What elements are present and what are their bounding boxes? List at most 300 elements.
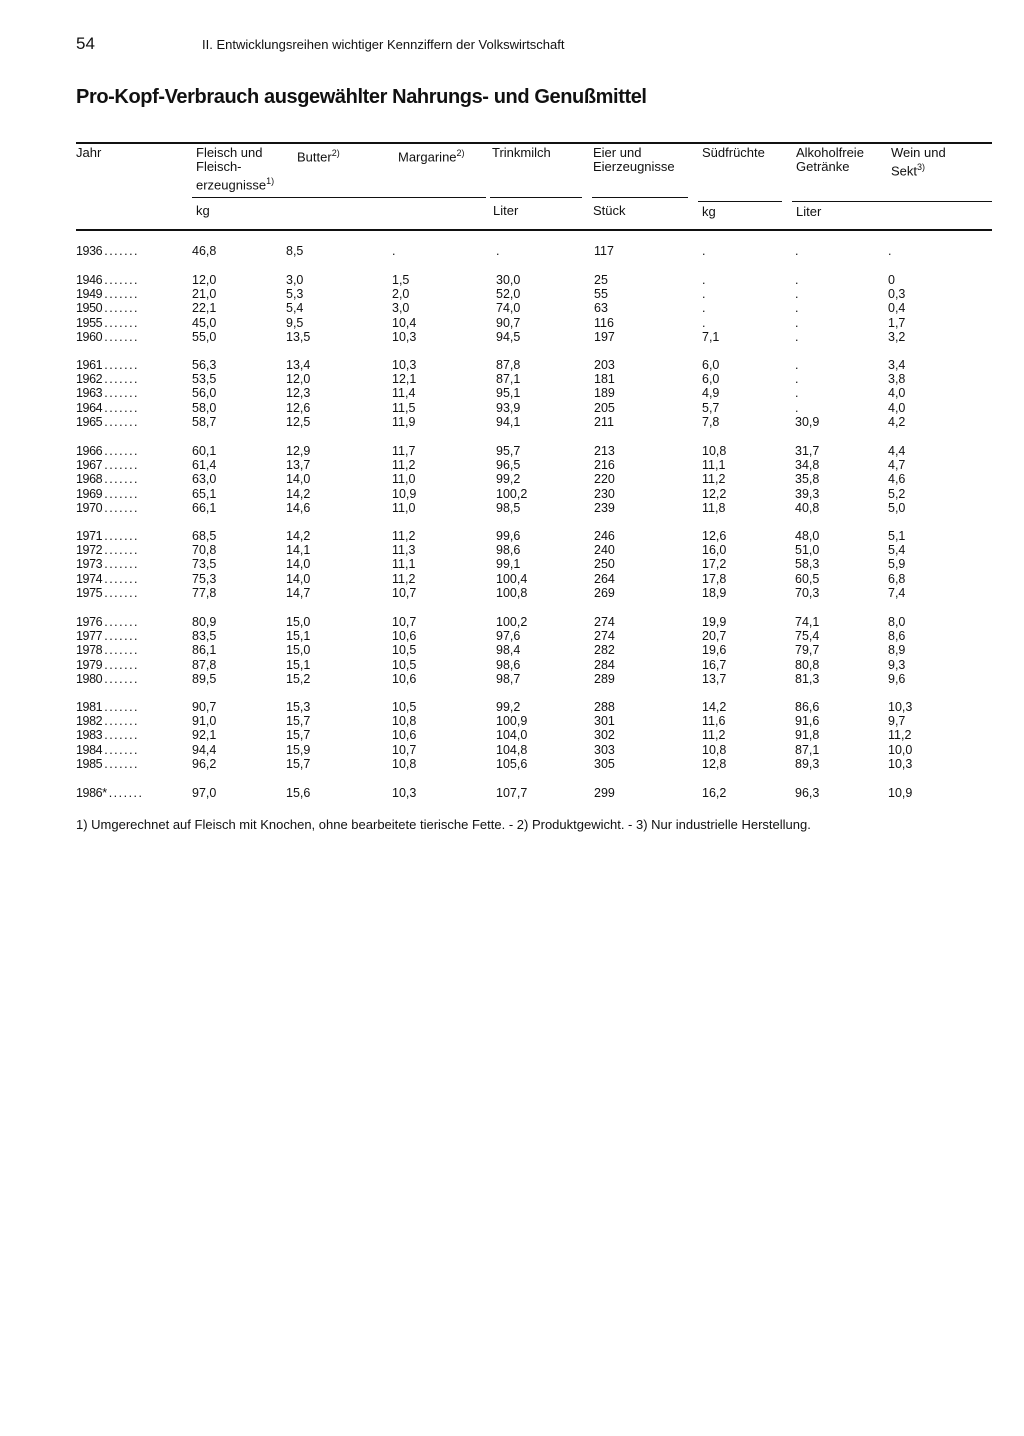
cell-meat: 58,7 (192, 414, 217, 429)
cell-margarine: 10,6 (392, 671, 417, 686)
cell-year (76, 615, 139, 629)
cell-margarine: 10,5 (392, 700, 417, 714)
cell-softdrinks: 91,6 (795, 714, 820, 729)
table-row (0, 672, 1024, 686)
leader-dots: ....... (104, 287, 140, 302)
cell-meat: 45,0 (192, 315, 217, 330)
cell-meat: 89,5 (192, 671, 217, 686)
cell-meat: 96,2 (192, 756, 217, 771)
cell-fruit: 11,2 (702, 728, 726, 743)
cell-wine: 10,9 (888, 786, 913, 800)
cell-butter: 15,0 (286, 643, 311, 658)
cell-eggs: 274 (594, 615, 615, 629)
unit-piece: Stück (593, 203, 626, 218)
cell-eggs: 269 (594, 585, 615, 600)
cell-wine: 8,9 (888, 643, 906, 658)
cell-margarine: 10,5 (392, 643, 417, 658)
cell-wine: 3,8 (888, 372, 906, 387)
cell-wine: 0,4 (888, 301, 906, 316)
cell-fruit: . (702, 287, 706, 302)
cell-meat: 56,3 (192, 358, 217, 372)
table-row (0, 501, 1024, 515)
cell-fruit: 16,2 (702, 786, 727, 800)
cell-softdrinks: 89,3 (795, 756, 820, 771)
leader-dots: ....... (108, 786, 144, 800)
year-label: 1967 (76, 458, 103, 473)
leader-dots: ....... (104, 301, 140, 316)
year-label: 1969 (76, 486, 103, 501)
cell-butter: 12,0 (286, 372, 311, 387)
cell-wine: 1,7 (888, 315, 906, 330)
header-meat-label: Fleisch und Fleisch-erzeugnisse (196, 145, 267, 193)
year-label: 1980 (76, 671, 103, 686)
cell-butter: 15,7 (286, 756, 311, 771)
table-row (0, 586, 1024, 600)
year-label: 1983 (76, 728, 103, 743)
cell-milk: 87,8 (496, 358, 521, 372)
cell-wine: 3,4 (888, 358, 906, 372)
cell-year (76, 287, 139, 301)
cell-meat: 80,9 (192, 615, 217, 629)
cell-meat: 91,0 (192, 714, 217, 729)
cell-year (76, 401, 139, 415)
cell-meat: 73,5 (192, 557, 217, 572)
unit-kg-2: kg (702, 204, 716, 219)
table-row (0, 458, 1024, 472)
leader-dots: ....... (104, 372, 140, 387)
cell-year (76, 273, 139, 287)
cell-eggs: 203 (594, 358, 615, 372)
cell-eggs: 246 (594, 529, 615, 543)
cell-meat: 65,1 (192, 486, 217, 501)
leader-dots: ....... (104, 742, 140, 757)
cell-wine: 10,3 (888, 756, 913, 771)
cell-fruit: 12,6 (702, 529, 727, 543)
table-row (0, 643, 1024, 657)
cell-fruit: 19,9 (702, 615, 727, 629)
cell-softdrinks: . (795, 358, 799, 372)
cell-fruit: . (702, 315, 706, 330)
table-row (0, 386, 1024, 400)
cell-meat: 58,0 (192, 400, 217, 415)
leader-dots: ....... (104, 414, 140, 429)
cell-wine: 5,4 (888, 543, 906, 558)
header-wine (891, 146, 959, 178)
table-row (0, 472, 1024, 486)
year-label: 1961 (76, 358, 103, 372)
cell-eggs: 216 (594, 458, 615, 473)
leader-dots: ....... (104, 400, 140, 415)
cell-margarine: 10,6 (392, 728, 417, 743)
cell-fruit: 17,8 (702, 571, 727, 586)
year-label: 1950 (76, 301, 103, 316)
leader-dots: ....... (104, 273, 140, 287)
cell-milk: 52,0 (496, 287, 521, 302)
cell-meat: 66,1 (192, 500, 217, 515)
cell-meat: 94,4 (192, 742, 217, 757)
cell-softdrinks: 40,8 (795, 500, 820, 515)
cell-milk: 99,6 (496, 529, 521, 543)
header-milk: Trinkmilch (492, 145, 551, 160)
cell-butter: 15,0 (286, 615, 311, 629)
header-margarine-footnote: 2) (456, 148, 465, 158)
cell-year (76, 728, 139, 742)
cell-margarine: 11,0 (392, 472, 416, 487)
cell-fruit: 18,9 (702, 585, 727, 600)
table-row (0, 572, 1024, 586)
cell-butter: 12,9 (286, 444, 311, 458)
cell-meat: 56,0 (192, 386, 217, 401)
cell-butter: 14,6 (286, 500, 311, 515)
cell-eggs: 303 (594, 742, 615, 757)
cell-softdrinks: 81,3 (795, 671, 820, 686)
row-group (0, 273, 1024, 344)
cell-fruit: 14,2 (702, 700, 727, 714)
cell-milk: 99,2 (496, 700, 521, 714)
cell-fruit: 16,7 (702, 657, 727, 672)
cell-fruit: 6,0 (702, 358, 720, 372)
cell-wine: 8,6 (888, 629, 906, 644)
cell-eggs: 301 (594, 714, 615, 729)
cell-margarine: 10,5 (392, 657, 417, 672)
unit-rule-liter-2 (792, 201, 992, 202)
cell-milk: 98,6 (496, 543, 521, 558)
header-margarine-label: Margarine (398, 149, 457, 165)
cell-margarine: 10,4 (392, 315, 417, 330)
cell-meat: 97,0 (192, 786, 217, 800)
table-row (0, 330, 1024, 344)
cell-meat: 92,1 (192, 728, 217, 743)
cell-year (76, 743, 139, 757)
header-fruit: Südfrüchte (702, 145, 765, 160)
cell-softdrinks: 39,3 (795, 486, 820, 501)
cell-wine: 4,4 (888, 444, 906, 458)
cell-meat: 70,8 (192, 543, 217, 558)
year-label: 1962 (76, 372, 103, 387)
cell-meat: 53,5 (192, 372, 217, 387)
cell-eggs: 63 (594, 301, 608, 316)
cell-softdrinks: . (795, 315, 799, 330)
table-row (0, 287, 1024, 301)
header-bottom-rule (76, 229, 992, 231)
cell-eggs: 284 (594, 657, 615, 672)
cell-fruit: 5,7 (702, 400, 720, 415)
table-row (0, 273, 1024, 287)
leader-dots: ....... (104, 529, 140, 543)
cell-wine: 6,8 (888, 571, 906, 586)
cell-year (76, 757, 139, 771)
cell-softdrinks: 79,7 (795, 643, 820, 658)
year-label: 1971 (76, 529, 103, 543)
page-title: Pro-Kopf-Verbrauch ausgewählter Nahrungs- und Genußmittel (76, 86, 647, 108)
header-softdrinks: Alkoholfreie Getränke (796, 145, 864, 174)
cell-fruit: . (702, 273, 706, 287)
cell-wine: 5,1 (888, 529, 906, 543)
cell-meat: 12,0 (192, 273, 217, 287)
cell-softdrinks: 91,8 (795, 728, 820, 743)
unit-rule-liter-1 (490, 197, 582, 198)
cell-margarine: 11,0 (392, 500, 416, 515)
cell-margarine: 3,0 (392, 301, 410, 316)
cell-meat: 61,4 (192, 458, 217, 473)
year-label: 1974 (76, 571, 103, 586)
cell-meat: 22,1 (192, 301, 217, 316)
header-butter-footnote: 2) (331, 148, 340, 158)
cell-butter: 14,0 (286, 571, 311, 586)
cell-softdrinks: 80,8 (795, 657, 820, 672)
cell-softdrinks: 31,7 (795, 444, 820, 458)
cell-softdrinks: . (795, 287, 799, 302)
leader-dots: ....... (104, 629, 140, 644)
header-butter (297, 146, 340, 164)
cell-fruit: . (702, 301, 706, 316)
cell-milk: 94,5 (496, 329, 521, 344)
cell-butter: 5,3 (286, 287, 304, 302)
cell-milk: . (496, 244, 500, 258)
cell-butter: 15,3 (286, 700, 311, 714)
cell-softdrinks: 75,4 (795, 629, 820, 644)
cell-meat: 90,7 (192, 700, 217, 714)
cell-milk: 30,0 (496, 273, 521, 287)
leader-dots: ....... (104, 700, 140, 714)
cell-butter: 15,1 (286, 657, 311, 672)
table-row (0, 658, 1024, 672)
cell-wine: 0,3 (888, 287, 906, 302)
cell-margarine: 11,2 (392, 571, 416, 586)
cell-margarine: 10,7 (392, 742, 417, 757)
cell-wine: 5,0 (888, 500, 906, 515)
cell-eggs: 239 (594, 500, 615, 515)
year-label: 1981 (76, 700, 103, 714)
cell-meat: 77,8 (192, 585, 217, 600)
year-label: 1968 (76, 472, 103, 487)
header-year: Jahr (76, 145, 102, 160)
cell-wine: 4,2 (888, 414, 906, 429)
cell-eggs: 211 (594, 414, 614, 429)
cell-fruit: . (702, 244, 706, 258)
cell-softdrinks: . (795, 372, 799, 387)
table-row (0, 401, 1024, 415)
table-top-rule (76, 142, 992, 144)
cell-year (76, 372, 139, 386)
cell-milk: 104,0 (496, 728, 528, 743)
cell-softdrinks: 86,6 (795, 700, 820, 714)
cell-eggs: 264 (594, 571, 615, 586)
leader-dots: ....... (104, 756, 140, 771)
year-label: 1982 (76, 714, 103, 729)
cell-meat: 86,1 (192, 643, 217, 658)
cell-year (76, 586, 139, 600)
cell-fruit: 13,7 (702, 671, 727, 686)
cell-milk: 95,7 (496, 444, 521, 458)
cell-butter: 14,1 (286, 543, 311, 558)
cell-fruit: 16,0 (702, 543, 727, 558)
cell-margarine: 11,4 (392, 386, 416, 401)
cell-milk: 98,5 (496, 500, 521, 515)
cell-eggs: 205 (594, 400, 615, 415)
cell-year (76, 472, 139, 486)
cell-butter: 9,5 (286, 315, 304, 330)
cell-year (76, 557, 139, 571)
leader-dots: ....... (104, 643, 140, 658)
table-row (0, 757, 1024, 771)
table-row (0, 615, 1024, 629)
cell-year (76, 700, 139, 714)
leader-dots: ....... (104, 543, 140, 558)
year-label: 1972 (76, 543, 103, 558)
cell-milk: 99,1 (496, 557, 521, 572)
year-label: 1970 (76, 500, 103, 515)
cell-fruit: 6,0 (702, 372, 720, 387)
cell-milk: 98,6 (496, 657, 521, 672)
running-head: II. Entwicklungsreihen wichtiger Kennziffern der Volkswirtschaft (202, 37, 565, 52)
cell-butter: 8,5 (286, 244, 304, 258)
cell-wine: 10,0 (888, 742, 913, 757)
cell-milk: 100,2 (496, 486, 528, 501)
cell-year (76, 786, 144, 800)
leader-dots: ....... (104, 500, 140, 515)
cell-eggs: 197 (594, 329, 615, 344)
cell-margarine: . (392, 244, 396, 258)
cell-milk: 90,7 (496, 315, 521, 330)
cell-margarine: 11,5 (392, 400, 416, 415)
cell-wine: 9,7 (888, 714, 906, 729)
cell-year (76, 501, 139, 515)
cell-softdrinks: 58,3 (795, 557, 820, 572)
table-row (0, 728, 1024, 742)
cell-wine: 11,2 (888, 728, 912, 743)
header-meat (196, 146, 282, 192)
cell-wine: 0 (888, 273, 895, 287)
cell-softdrinks: 30,9 (795, 414, 820, 429)
cell-meat: 75,3 (192, 571, 217, 586)
cell-softdrinks: . (795, 329, 799, 344)
year-label: 1965 (76, 414, 103, 429)
unit-liter: Liter (493, 203, 519, 218)
cell-milk: 97,6 (496, 629, 521, 644)
cell-margarine: 10,6 (392, 629, 417, 644)
leader-dots: ....... (104, 444, 140, 458)
table-row (0, 543, 1024, 557)
cell-wine: 8,0 (888, 615, 906, 629)
cell-meat: 83,5 (192, 629, 217, 644)
cell-margarine: 10,8 (392, 714, 417, 729)
cell-softdrinks: 87,1 (795, 742, 820, 757)
year-label: 1986* (76, 786, 107, 800)
cell-wine: 5,2 (888, 486, 906, 501)
leader-dots: ....... (104, 486, 140, 501)
cell-margarine: 11,2 (392, 529, 416, 543)
cell-margarine: 10,3 (392, 358, 417, 372)
leader-dots: ....... (104, 386, 140, 401)
cell-fruit: 17,2 (702, 557, 727, 572)
table-row (0, 301, 1024, 315)
year-label: 1973 (76, 557, 103, 572)
cell-eggs: 288 (594, 700, 615, 714)
cell-eggs: 117 (594, 244, 614, 258)
table-row (0, 700, 1024, 714)
cell-wine: 7,4 (888, 585, 906, 600)
cell-eggs: 289 (594, 671, 615, 686)
cell-meat: 63,0 (192, 472, 217, 487)
cell-year (76, 572, 139, 586)
cell-meat: 46,8 (192, 244, 217, 258)
table-row (0, 557, 1024, 571)
row-group (0, 700, 1024, 771)
cell-year (76, 444, 139, 458)
header-margarine (398, 146, 465, 164)
cell-milk: 100,2 (496, 615, 528, 629)
cell-fruit: 20,7 (702, 629, 727, 644)
cell-butter: 13,5 (286, 329, 311, 344)
header-meat-footnote: 1) (266, 176, 275, 186)
cell-year (76, 358, 139, 372)
year-label: 1975 (76, 585, 103, 600)
table-row (0, 529, 1024, 543)
cell-wine: 4,6 (888, 472, 906, 487)
leader-dots: ....... (104, 244, 140, 258)
leader-dots: ....... (104, 585, 140, 600)
cell-margarine: 10,9 (392, 486, 417, 501)
header-eggs: Eier und Eierzeugnisse (593, 145, 675, 174)
cell-eggs: 25 (594, 273, 608, 287)
cell-margarine: 11,9 (392, 414, 416, 429)
row-group (0, 786, 1024, 800)
cell-eggs: 181 (594, 372, 615, 387)
table-row (0, 487, 1024, 501)
cell-softdrinks: . (795, 244, 799, 258)
cell-meat: 68,5 (192, 529, 217, 543)
leader-dots: ....... (104, 358, 140, 372)
cell-margarine: 11,2 (392, 458, 416, 473)
cell-year (76, 714, 139, 728)
cell-butter: 15,7 (286, 714, 311, 729)
page-number: 54 (76, 34, 95, 53)
cell-fruit: 11,8 (702, 500, 726, 515)
cell-butter: 15,7 (286, 728, 311, 743)
cell-wine: 5,9 (888, 557, 906, 572)
cell-fruit: 10,8 (702, 742, 727, 757)
cell-margarine: 10,7 (392, 615, 417, 629)
cell-meat: 21,0 (192, 287, 217, 302)
cell-softdrinks: . (795, 301, 799, 316)
cell-softdrinks: 35,8 (795, 472, 820, 487)
cell-margarine: 10,3 (392, 786, 417, 800)
cell-milk: 100,4 (496, 571, 528, 586)
table-row (0, 316, 1024, 330)
leader-dots: ....... (104, 315, 140, 330)
cell-margarine: 2,0 (392, 287, 410, 302)
cell-softdrinks: 70,3 (795, 585, 820, 600)
year-label: 1936 (76, 244, 103, 258)
cell-wine: 9,6 (888, 671, 906, 686)
cell-year (76, 316, 139, 330)
cell-butter: 15,2 (286, 671, 311, 686)
cell-eggs: 213 (594, 444, 615, 458)
cell-year (76, 386, 139, 400)
cell-fruit: 4,9 (702, 386, 720, 401)
cell-year (76, 487, 139, 501)
cell-butter: 3,0 (286, 273, 304, 287)
unit-kg: kg (196, 203, 210, 218)
leader-dots: ....... (104, 714, 140, 729)
cell-meat: 55,0 (192, 329, 217, 344)
cell-softdrinks: . (795, 273, 799, 287)
cell-butter: 12,3 (286, 386, 311, 401)
header-wine-footnote: 3) (917, 162, 926, 172)
cell-fruit: 7,8 (702, 414, 720, 429)
cell-milk: 87,1 (496, 372, 521, 387)
